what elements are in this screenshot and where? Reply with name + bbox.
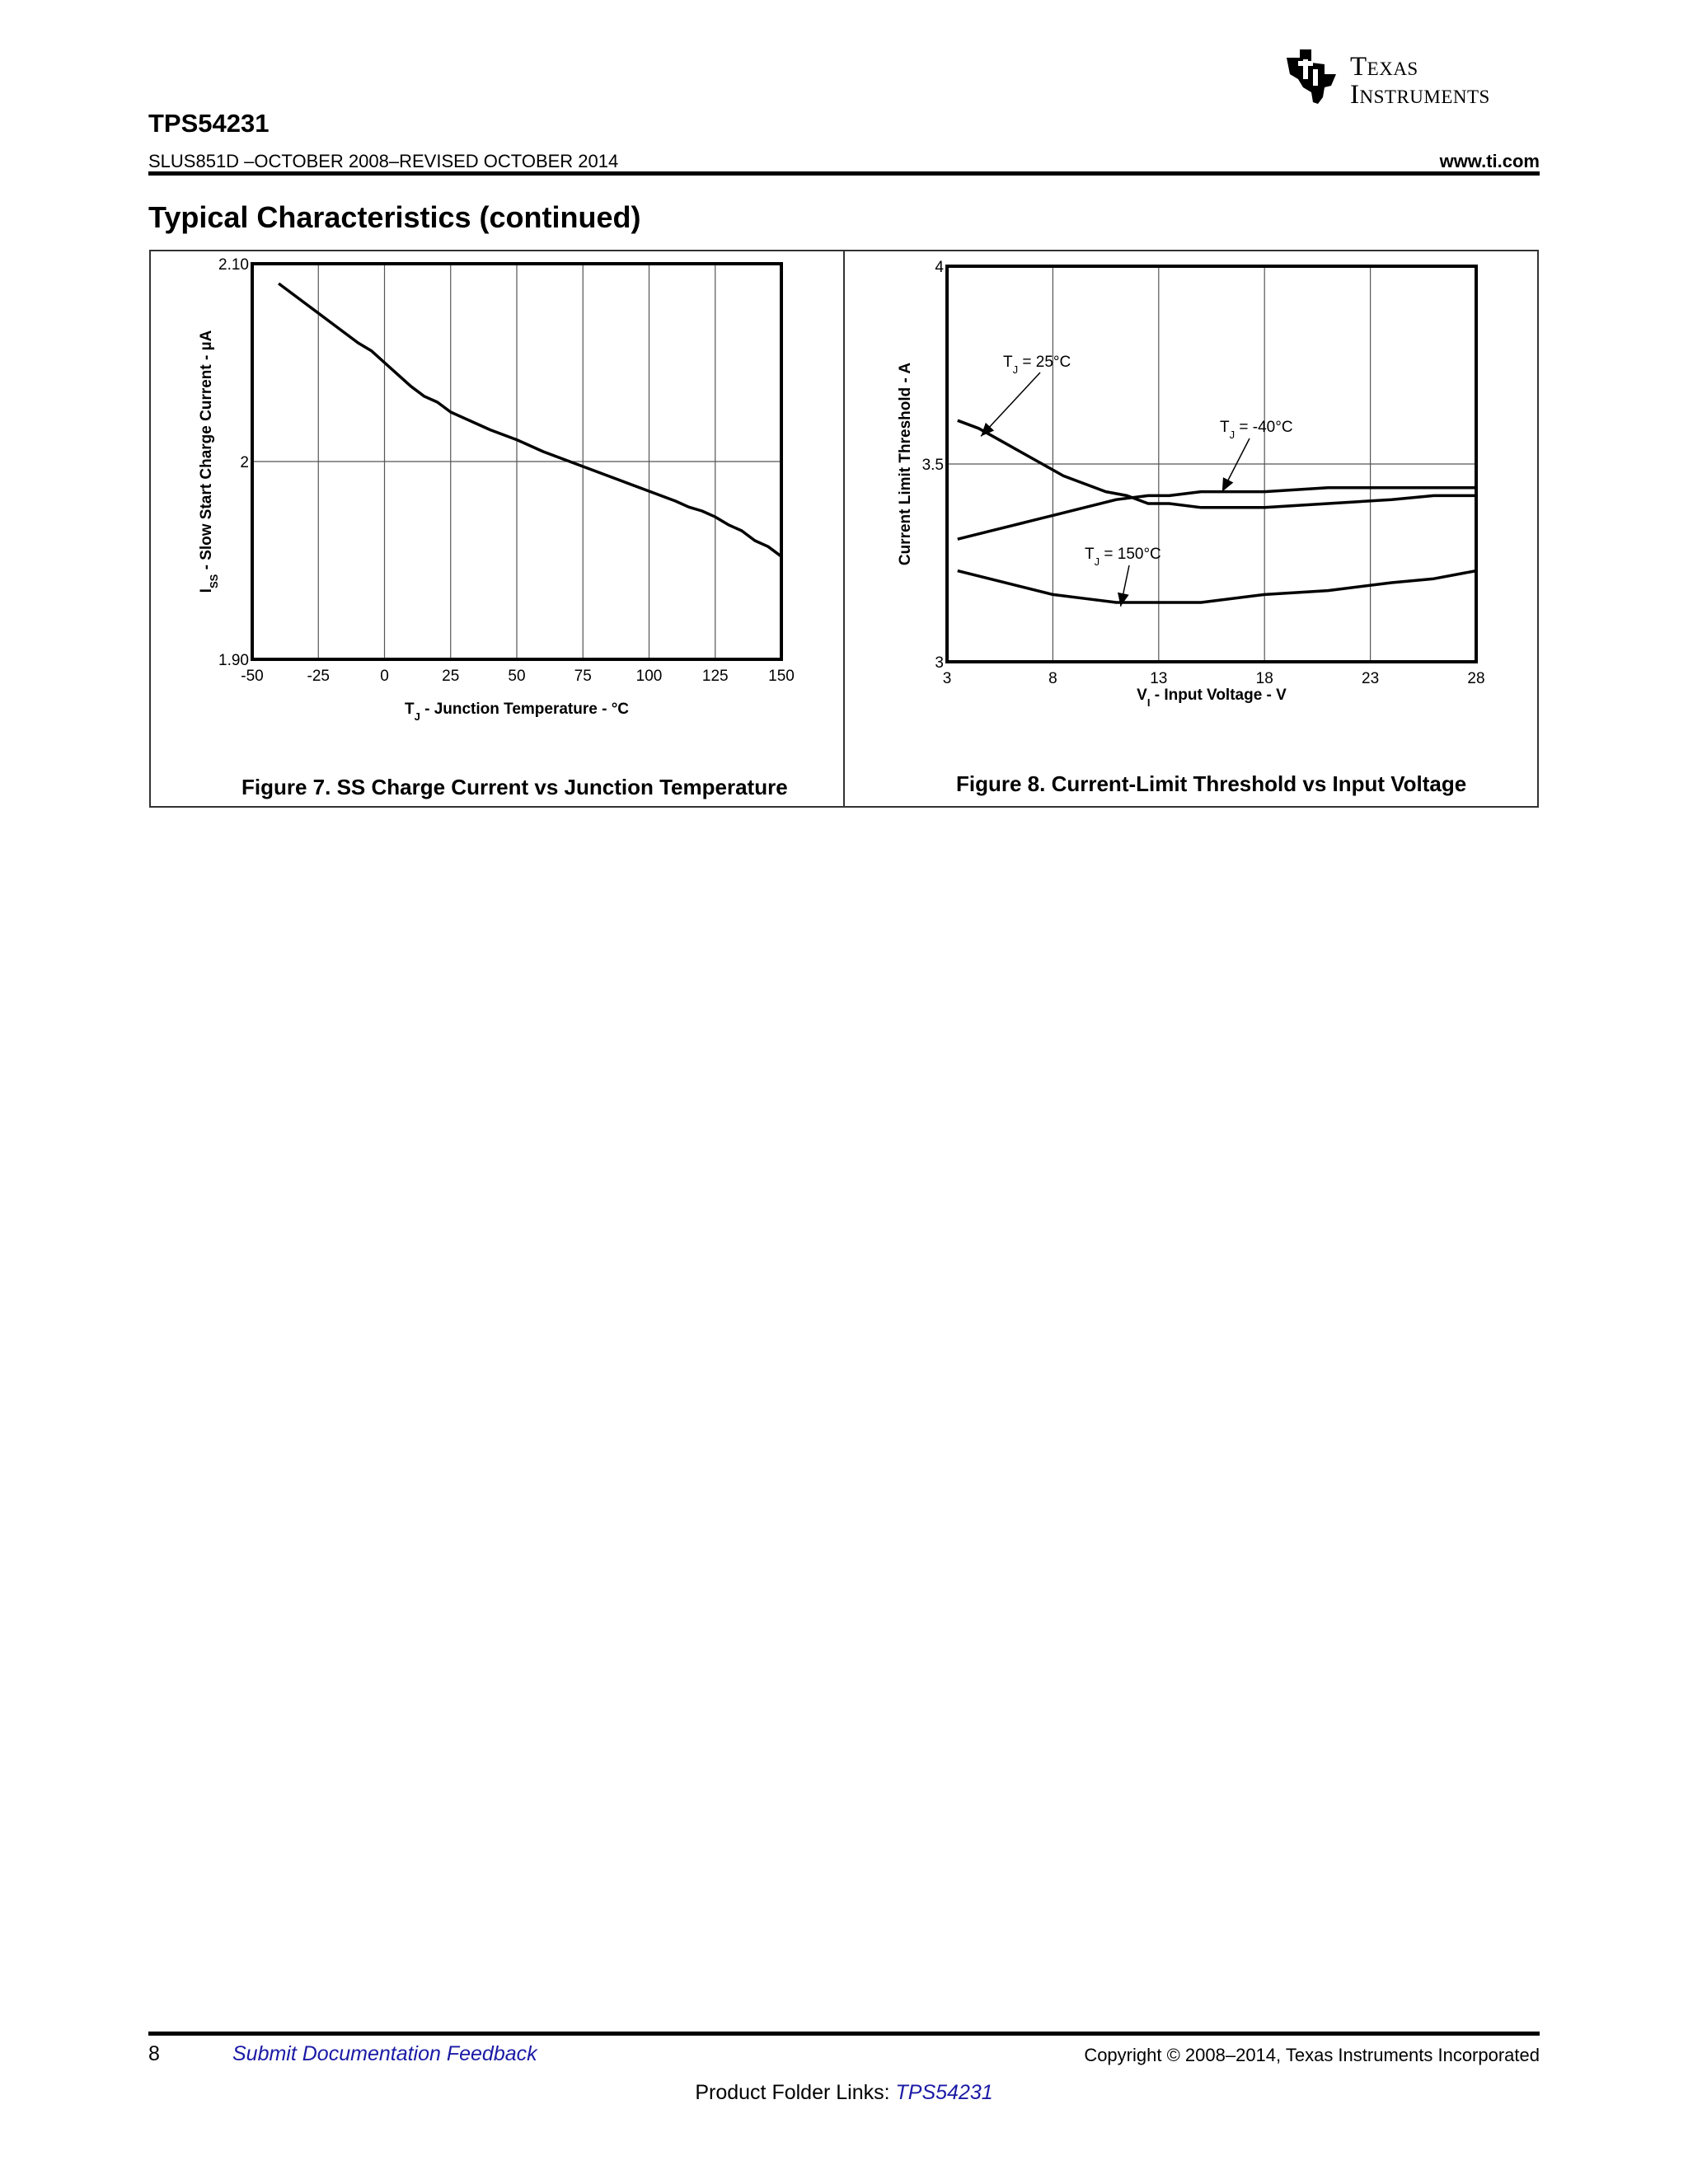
y-tick-label: 4 bbox=[935, 259, 944, 276]
figure-8-caption: Figure 8. Current-Limit Threshold vs Input Voltage bbox=[956, 771, 1467, 796]
y-tick-label: 2.10 bbox=[218, 256, 249, 274]
logo-line-1: Texas bbox=[1350, 52, 1418, 82]
y-axis-title: $I_{SS}$ - Slow Start Charge Current - µA bbox=[198, 330, 220, 593]
y-tick-label: 1.90 bbox=[218, 652, 249, 669]
folder-links-label: Product Folder Links: bbox=[695, 2081, 896, 2104]
y-axis-title: Current Limit Threshold - A bbox=[897, 362, 914, 566]
x-tick-label: 100 bbox=[635, 668, 663, 685]
x-tick-label: 0 bbox=[380, 668, 389, 685]
series-label-1: $T_J = -40^\circ C$ bbox=[1220, 419, 1293, 441]
y-tick-label: 3.5 bbox=[921, 457, 944, 474]
footer-rule bbox=[148, 2032, 1540, 2036]
series-label-0: $T_J = 25^\circ C$ bbox=[1003, 354, 1071, 376]
x-axis-title: $V_I$ - Input Voltage - V bbox=[1137, 687, 1287, 709]
charts-canvas bbox=[0, 0, 1688, 824]
y-tick-label: 3 bbox=[935, 654, 944, 672]
series-line-2 bbox=[958, 571, 1476, 602]
x-tick-label: 125 bbox=[701, 668, 729, 685]
logo-line-2: Instruments bbox=[1350, 80, 1490, 110]
series-label-2: $T_J = 150^\circ C$ bbox=[1085, 546, 1161, 568]
product-folder-links bbox=[0, 2081, 1688, 2105]
annotation-arrow bbox=[1118, 593, 1129, 607]
x-tick-label: 23 bbox=[1362, 670, 1380, 687]
series-line-1 bbox=[958, 488, 1476, 539]
x-tick-label: 150 bbox=[768, 668, 795, 685]
x-tick-label: 50 bbox=[508, 668, 526, 685]
submit-feedback-link[interactable]: Submit Documentation Feedback bbox=[232, 2042, 537, 2065]
part-number: TPS54231 bbox=[148, 109, 270, 138]
x-tick-label: -50 bbox=[241, 668, 264, 685]
x-tick-label: 3 bbox=[942, 670, 952, 687]
section-title: Typical Characteristics (continued) bbox=[148, 200, 641, 234]
x-axis-title: $T_J$ - Junction Temperature - °C bbox=[404, 701, 630, 723]
website-link[interactable]: www.ti.com bbox=[1439, 151, 1540, 171]
y-tick-label: 2 bbox=[240, 454, 249, 471]
x-tick-label: 13 bbox=[1150, 670, 1168, 687]
product-folder-link[interactable]: TPS54231 bbox=[895, 2081, 993, 2104]
x-tick-label: 18 bbox=[1255, 670, 1273, 687]
x-tick-label: 25 bbox=[442, 668, 460, 685]
page-number: 8 bbox=[148, 2042, 160, 2065]
figure-7-caption: Figure 7. SS Charge Current vs Junction Temperature bbox=[241, 775, 788, 799]
x-tick-label: 28 bbox=[1467, 670, 1485, 687]
doc-revision: SLUS851D –OCTOBER 2008–REVISED OCTOBER 2014 bbox=[148, 151, 619, 171]
x-tick-label: -25 bbox=[307, 668, 330, 685]
x-tick-label: 75 bbox=[574, 668, 592, 685]
x-tick-label: 8 bbox=[1048, 670, 1057, 687]
copyright: Copyright © 2008–2014, Texas Instruments Incorporated bbox=[1084, 2045, 1540, 2065]
series-line-0 bbox=[279, 284, 781, 556]
